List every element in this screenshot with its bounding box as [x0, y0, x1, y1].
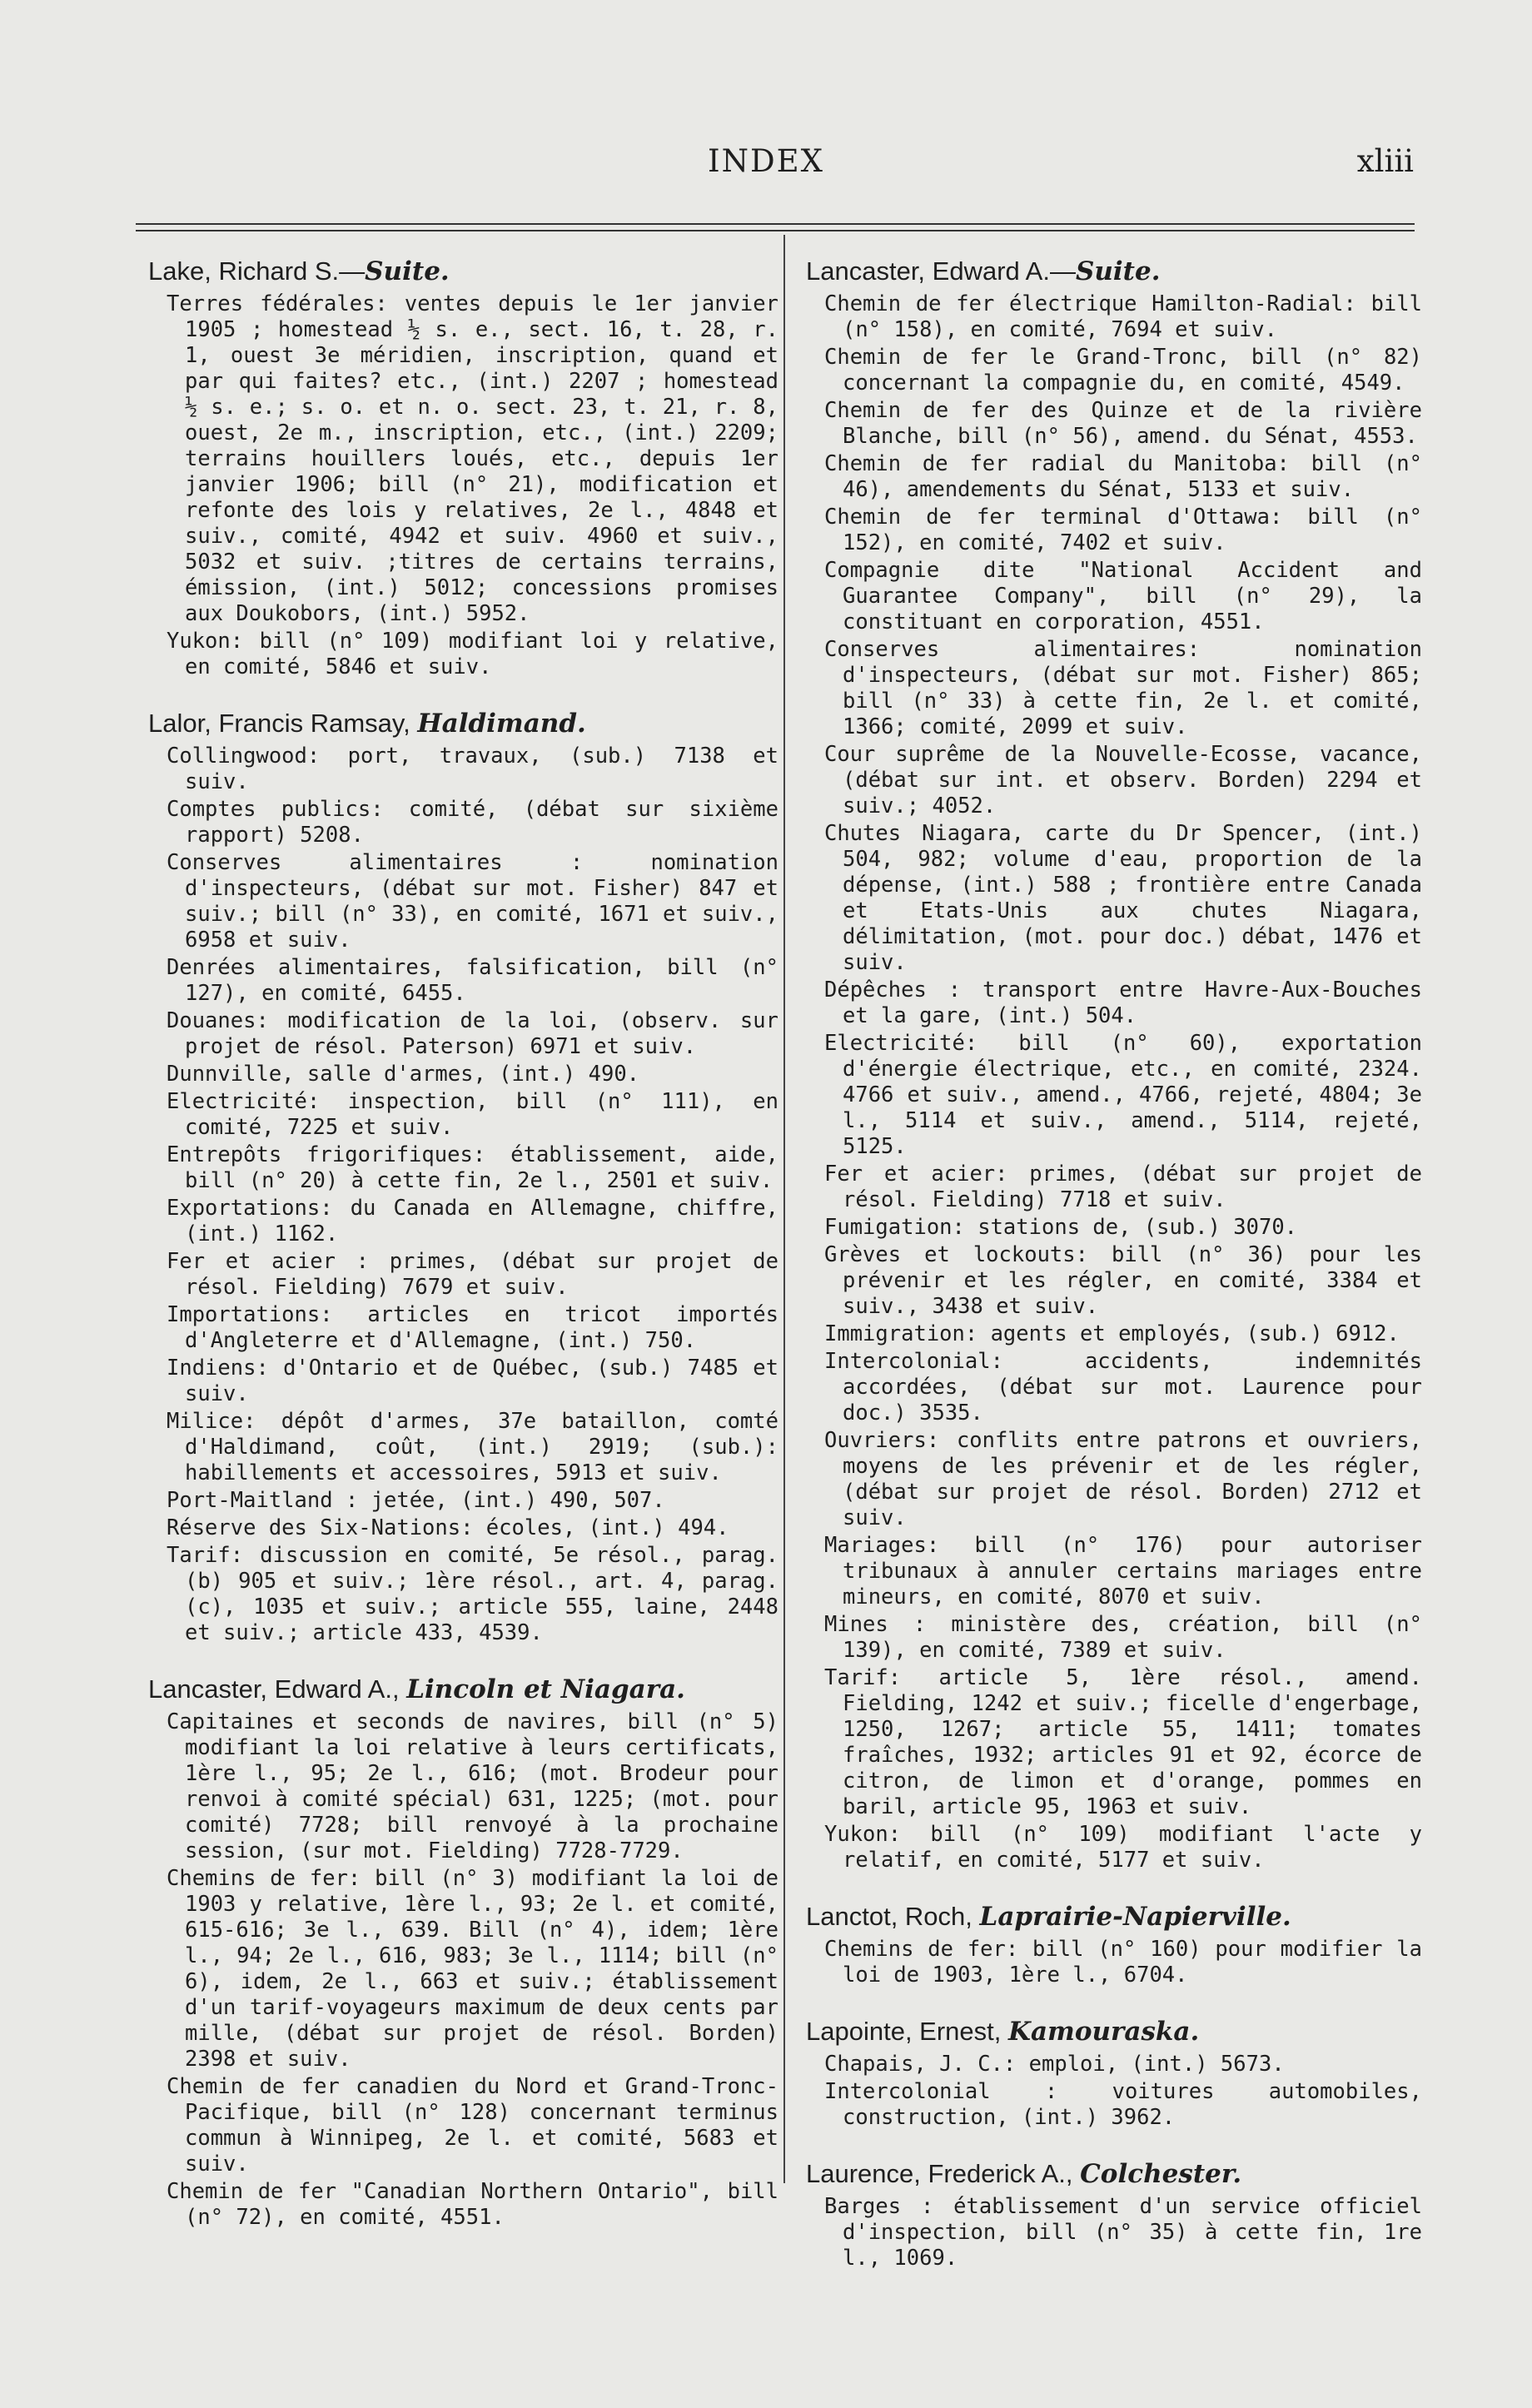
subentry: Dunnville, salle d'armes, (int.) 490.	[167, 1062, 640, 1087]
page-number: xliii	[1356, 143, 1414, 179]
subentry: Chemin de fer terminal d'Ottawa: bill (n° 152), en comité, 7402 et suiv.	[824, 505, 1422, 555]
member-name: Lancaster, Edward A.,	[148, 1674, 407, 1704]
header-rule-bottom	[136, 230, 1415, 231]
subentry: Entrepôts frigorifiques: établissement, aide, bill (n° 20) à cette fin, 2e l., 2501 et suiv.	[167, 1142, 778, 1193]
column-divider	[783, 235, 785, 2183]
subentry: Indiens: d'Ontario et de Québec, (sub.) 7485 et suiv.	[167, 1356, 778, 1406]
member-name: Lancaster, Edward A.—	[806, 256, 1076, 286]
subentry: Douanes: modification de la loi, (observ. sur projet de résol. Paterson) 6971 et suiv.	[167, 1008, 778, 1059]
subentry: Chemin de fer "Canadian Northern Ontario", bill (n° 72), en comité, 4551.	[167, 2179, 778, 2230]
subentry: Yukon: bill (n° 109) modifiant loi y relative, en comité, 5846 et suiv.	[167, 629, 778, 679]
subentry: Intercolonial: accidents, indemnités accordées, (débat sur mot. Laurence pour doc.) 3535.	[824, 1349, 1422, 1425]
subentry: Ouvriers: conflits entre patrons et ouvriers, moyens de les prévenir et de les régler, (débat sur projet de résol. Borden) 2712 et suiv.	[824, 1428, 1422, 1530]
subentry: Capitaines et seconds de navires, bill (n° 5) modifiant la loi relative à leurs certificats, 1ère l., 95; 2e l., 616; (mot. Brodeur pour renvoi à comité spécial) 631, 1225; (mot. pour comité) 7728; bill renvoyé à la prochaine session, (sur mot. Fielding) 7728-7729.	[167, 1709, 778, 1863]
subentry: Yukon: bill (n° 109) modifiant l'acte y relatif, en comité, 5177 et suiv.	[824, 1822, 1422, 1873]
subentry: Cour suprême de la Nouvelle-Ecosse, vacance, (débat sur int. et observ. Borden) 2294 et suiv.; 4052.	[824, 742, 1422, 818]
subentry: Chemin de fer radial du Manitoba: bill (n° 46), amendements du Sénat, 5133 et suiv.	[824, 451, 1422, 502]
subentry: Importations: articles en tricot importés d'Angleterre et d'Allemagne, (int.) 750.	[167, 1302, 778, 1353]
entry-heading	[806, 2157, 1422, 2191]
member-riding: Suite.	[365, 256, 450, 286]
subentry: Conserves alimentaires: nomination d'inspecteurs, (débat sur mot. Fisher) 865; bill (n° 33) à cette fin, 2e l. et comité, 1366; comité, 2099 et suiv.	[824, 637, 1422, 739]
subentry: Chemin de fer le Grand-Tronc, bill (n° 82) concernant la compagnie du, en comité, 4549.	[824, 345, 1422, 396]
member-riding: Kamouraska.	[1008, 2017, 1200, 2047]
index-entry	[799, 2015, 1422, 2131]
subentry: Exportations: du Canada en Allemagne, chiffre, (int.) 1162.	[167, 1196, 778, 1246]
subentry: Conserves alimentaires : nomination d'inspecteurs, (débat sur mot. Fisher) 847 et suiv.; bill (n° 33), en comité, 1671 et suiv., 6958 et suiv.	[167, 850, 778, 953]
subentry: Barges : établissement d'un service officiel d'inspection, bill (n° 35) à cette fin, 1re l., 1069.	[824, 2194, 1422, 2271]
entry-heading	[806, 1900, 1422, 1933]
subentry: Mariages: bill (n° 176) pour autoriser tribunaux à annuler certains mariages entre mineurs, en comité, 8070 et suiv.	[824, 1533, 1422, 1609]
index-entry	[142, 255, 778, 680]
subentry: Fumigation: stations de, (sub.) 3070.	[824, 1215, 1298, 1240]
subentry: Chapais, J. C.: emploi, (int.) 5673.	[824, 2052, 1285, 2077]
subentry: Chemins de fer: bill (n° 160) pour modifier la loi de 1903, 1ère l., 6704.	[824, 1937, 1422, 1988]
member-riding: Lincoln et Niagara.	[406, 1674, 685, 1704]
subentry: Chemin de fer canadien du Nord et Grand-Tronc-Pacifique, bill (n° 128) concernant terminus commun à Winnipeg, 2e l. et comité, 5683 et suiv.	[167, 2074, 778, 2177]
subentry: Chemin de fer électrique Hamilton-Radial: bill (n° 158), en comité, 7694 et suiv.	[824, 291, 1422, 342]
page-header-title: INDEX	[707, 143, 824, 179]
subentry: Intercolonial : voitures automobiles, construction, (int.) 3962.	[824, 2079, 1422, 2130]
subentry: Electricité: bill (n° 60), exportation d'énergie électrique, etc., en comité, 2324. 4766 et suiv., amend., 4766, rejeté, 4804; 3e l., 5114 et suiv., amend., 5114, rejeté, 5125.	[824, 1031, 1422, 1159]
subentry: Tarif: discussion en comité, 5e résol., parag. (b) 905 et suiv.; 1ère résol., art. 4, parag. (c), 1035 et suiv.; article 555, laine, 2448 et suiv.; article 433, 4539.	[167, 1543, 778, 1645]
member-name: Laurence, Frederick A.,	[806, 2159, 1081, 2188]
subentry: Tarif: article 5, 1ère résol., amend. Fielding, 1242 et suiv.; ficelle d'engerbage, 1250, 1267; article 55, 1411; tomates fraîches, 1932; articles 91 et 92, écorce de citron, de limon et d'orange, pommes en baril, article 95, 1963 et suiv.	[824, 1665, 1422, 1819]
index-entry	[142, 1673, 778, 2231]
index-entry	[799, 1900, 1422, 1988]
member-riding: Suite.	[1075, 256, 1161, 286]
entry-heading	[148, 1673, 778, 1706]
member-riding: Colchester.	[1080, 2159, 1242, 2189]
subentry: Denrées alimentaires, falsification, bill (n° 127), en comité, 6455.	[167, 955, 778, 1006]
index-column-right	[799, 255, 1422, 2298]
subentry: Comptes publics: comité, (débat sur sixième rapport) 5208.	[167, 797, 778, 848]
subentry: Grèves et lockouts: bill (n° 36) pour les prévenir et les régler, en comité, 3384 et suiv., 3438 et suiv.	[824, 1242, 1422, 1319]
index-entry	[799, 2157, 1422, 2271]
entry-heading	[148, 255, 778, 288]
entry-heading	[806, 2015, 1422, 2048]
member-name: Lake, Richard S.—	[148, 256, 366, 286]
entry-heading	[148, 707, 778, 740]
subentry: Chemin de fer des Quinze et de la rivière Blanche, bill (n° 56), amend. du Sénat, 4553.	[824, 398, 1422, 449]
subentry: Dépêches : transport entre Havre-Aux-Bouches et la gare, (int.) 504.	[824, 978, 1422, 1028]
subentry: Réserve des Six-Nations: écoles, (int.) 494.	[167, 1515, 729, 1540]
member-name: Lapointe, Ernest,	[806, 2017, 1008, 2046]
subentry: Chemins de fer: bill (n° 3) modifiant la loi de 1903 y relative, 1ère l., 93; 2e l. et comité, 615-616; 3e l., 639. Bill (n° 4), idem; 1ère l., 94; 2e l., 616, 983; 3e l., 1114; bill (n° 6), idem, 2e l., 663 et suiv.; établissement d'un tarif-voyageurs maximum de deux cents par mille, (débat sur projet de résol. Borden) 2398 et suiv.	[167, 1866, 778, 2072]
header-rule-top	[136, 223, 1415, 225]
member-name: Lalor, Francis Ramsay,	[148, 709, 418, 738]
subentry: Fer et acier : primes, (débat sur projet de résol. Fielding) 7679 et suiv.	[167, 1249, 778, 1300]
subentry: Mines : ministère des, création, bill (n° 139), en comité, 7389 et suiv.	[824, 1612, 1422, 1663]
member-riding: Laprairie-Napierville.	[979, 1902, 1291, 1932]
subentry: Port-Maitland : jetée, (int.) 490, 507.	[167, 1488, 665, 1513]
subentry: Terres fédérales: ventes depuis le 1er janvier 1905 ; homestead ½ s. e., sect. 16, t. 28, r. 1, ouest 3e méridien, inscription, quand et par qui faites? etc., (int.) 2207 ; homestead ½ s. e.; s. o. et n. o. sect. 23, t. 21, r. 8, ouest, 2e m., inscription, etc., (int.) 2209; terrains houillers loués, etc., depuis 1er janvier 1906; bill (n° 21), modification et refonte des lois y relatives, 2e l., 4848 et suiv., comité, 4942 et suiv. 4960 et suiv., 5032 et suiv. ;titres de certains terrains, émission, (int.) 5012; concessions promises aux Doukobors, (int.) 5952.	[167, 291, 778, 626]
member-name: Lanctot, Roch,	[806, 1902, 980, 1931]
entry-heading	[806, 255, 1422, 288]
index-column-left	[142, 255, 778, 2257]
subentry: Chutes Niagara, carte du Dr Spencer, (int.) 504, 982; volume d'eau, proportion de la dépense, (int.) 588 ; frontière entre Canada et Etats-Unis aux chutes Niagara, délimitation, (mot. pour doc.) débat, 1476 et suiv.	[824, 821, 1422, 975]
index-entry	[142, 707, 778, 1646]
subentry: Fer et acier: primes, (débat sur projet de résol. Fielding) 7718 et suiv.	[824, 1162, 1422, 1212]
subentry: Immigration: agents et employés, (sub.) 6912.	[824, 1321, 1400, 1346]
index-entry	[799, 255, 1422, 1873]
member-riding: Haldimand.	[417, 709, 586, 739]
subentry: Collingwood: port, travaux, (sub.) 7138 et suiv.	[167, 744, 778, 794]
subentry: Compagnie dite "National Accident and Guarantee Company", bill (n° 29), la constituant en corporation, 4551.	[824, 558, 1422, 634]
subentry: Electricité: inspection, bill (n° 111), en comité, 7225 et suiv.	[167, 1089, 778, 1140]
subentry: Milice: dépôt d'armes, 37e bataillon, comté d'Haldimand, coût, (int.) 2919; (sub.): habillements et accessoires, 5913 et suiv.	[167, 1409, 778, 1485]
